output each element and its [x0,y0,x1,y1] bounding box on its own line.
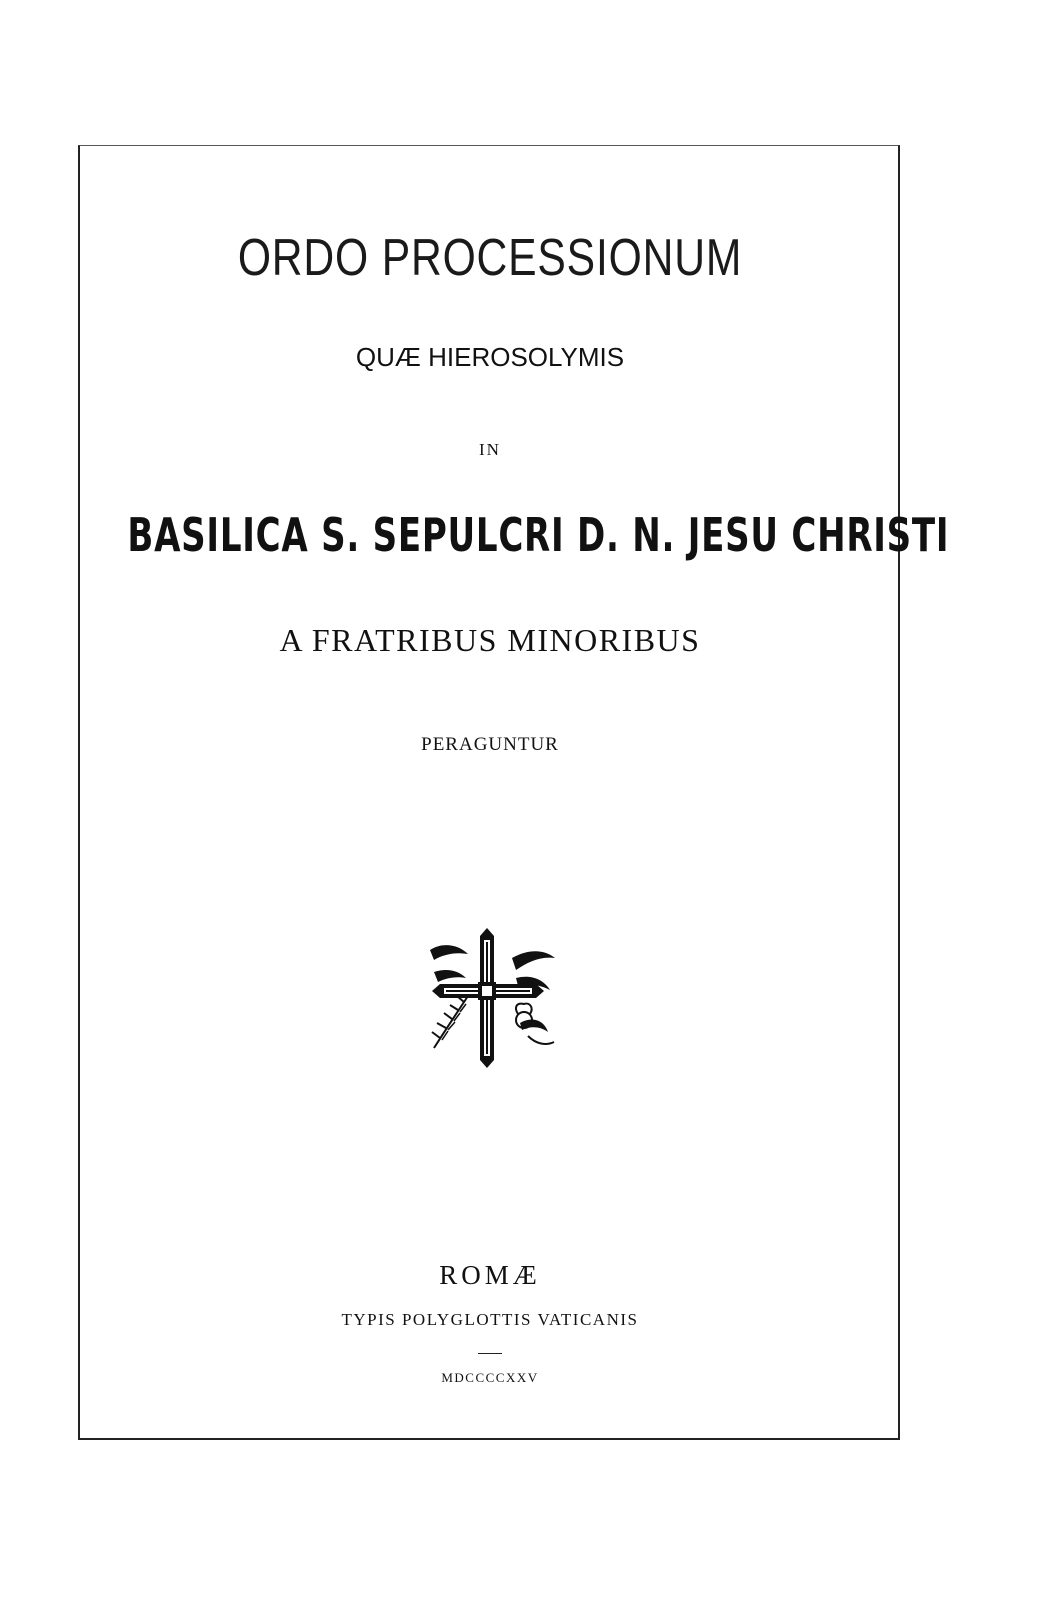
peraguntur-line: PERAGUNTUR [421,734,559,755]
imprint-year: MDCCCCXXV [441,1370,539,1385]
fratribus-line: A FRATRIBUS MINORIBUS [279,622,701,658]
imprint-printer: TYPIS POLYGLOTTIS VATICANIS [341,1310,639,1329]
basilica-heading: BASILICA S. SEPULCRI D. N. JESU CHRISTI [127,508,950,562]
page-border-frame [78,145,950,1440]
book-subtitle: QUÆ HIEROSOLYMIS [355,342,625,372]
imprint-city: ROMÆ [439,1260,541,1290]
cross-with-lily-and-palm-icon [420,928,560,1068]
book-title: ORDO PROCESSIONUM [237,229,743,287]
imprint-divider [478,1353,502,1354]
preposition-in: IN [479,440,501,459]
